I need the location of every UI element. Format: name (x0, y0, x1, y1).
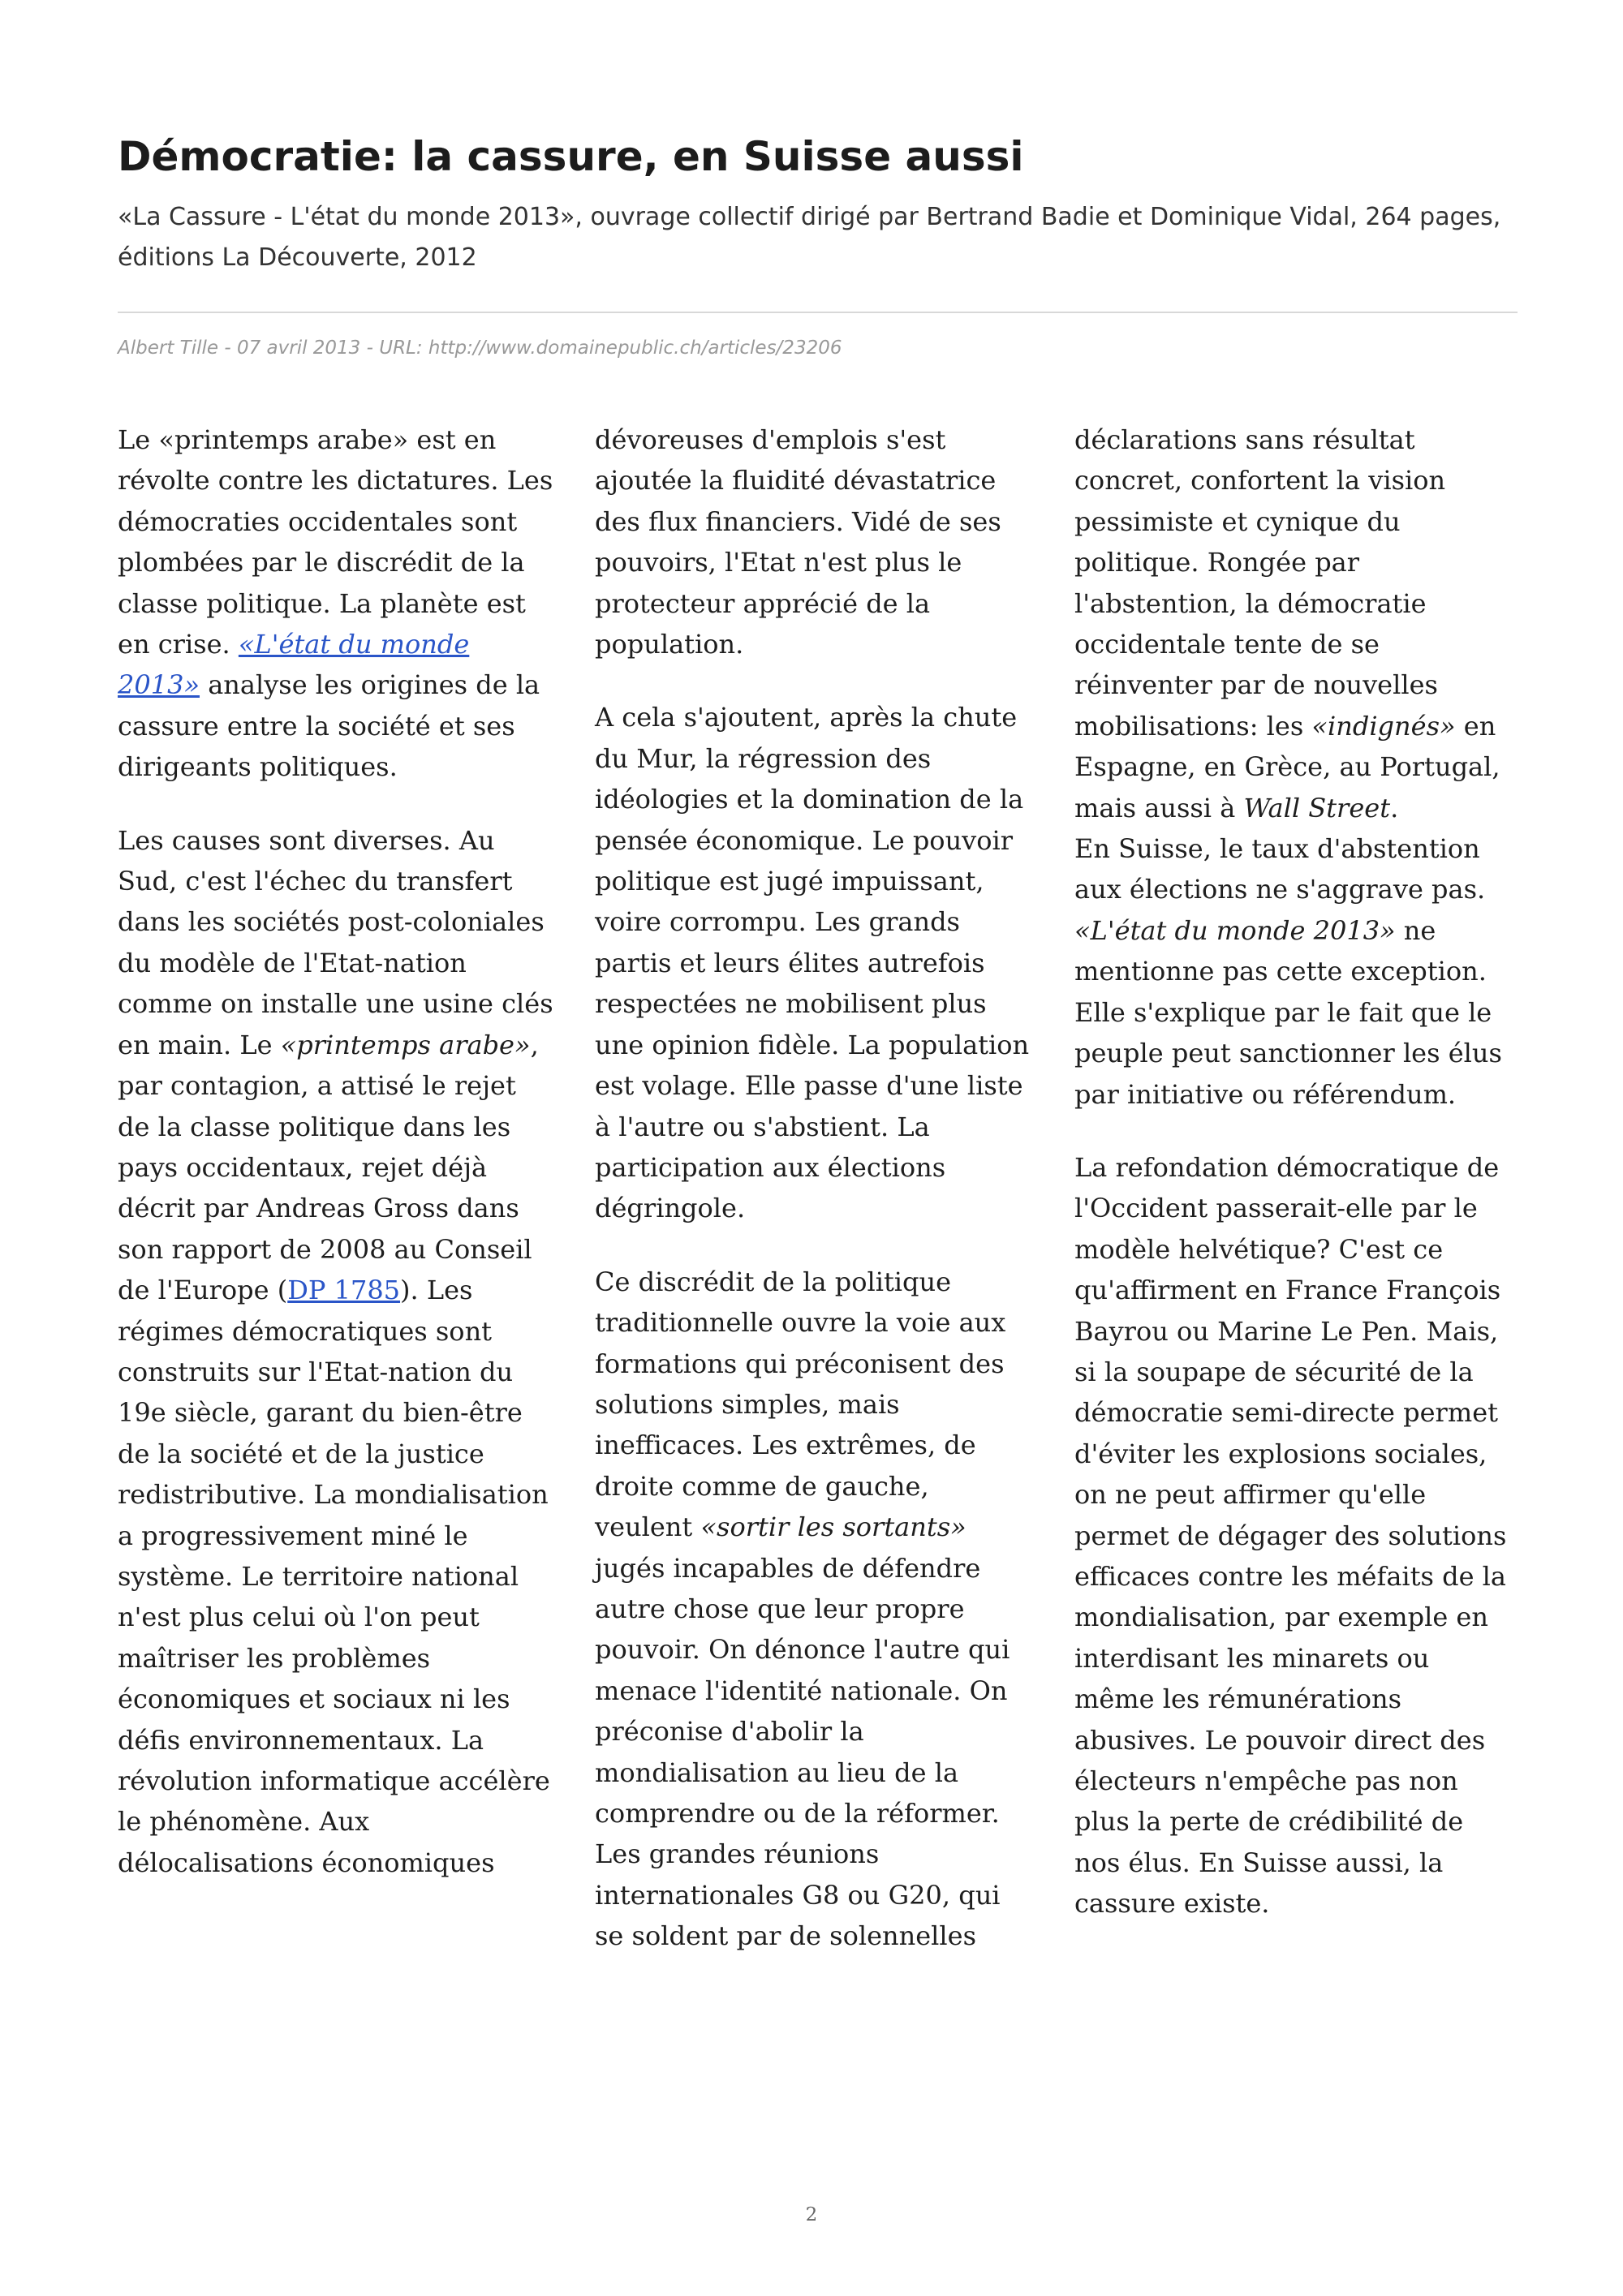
paragraph-4-text: déclarations sans résultat concret, confortent la vision pessimiste et cynique du politique. Rongée par l'abstention, la démocratie occidentale tente de se réinventer par de nouvelles mobilisations: les (1074, 424, 1446, 742)
etat-du-monde-link[interactable]: «L'état du monde 2013» (118, 629, 470, 701)
text-column-2 (595, 419, 1033, 1989)
dp-1785-link[interactable]: DP 1785 (287, 1275, 401, 1306)
paragraph-4-text: jugés incapables de défendre autre chose que leur propre pouvoir. On dénonce l'autre qui menace l'identité nationale. On préconise d'abolir la mondialisation au lieu de la comprendre ou de la réformer. Les grandes réunions internationales G8 ou G20, qui se soldent par de solennelles (595, 1552, 1010, 1952)
paragraph-1-text-start: Le «printemps arabe» est en révolte contre les dictatures. Les démocraties occidentales sont plombées par le discrédit de la classe politique. La planète est en crise. (118, 424, 553, 660)
indignes-emphasis: «indignés» (1311, 710, 1456, 742)
paragraph-4-text: ne mentionne pas cette exception. Elle s'explique par le fait que le peuple peut sanctionner les élus par initiative ou référendum. (1074, 914, 1502, 1110)
paragraph-4-part-1 (595, 1262, 1033, 1957)
article-title: Démocratie: la cassure, en Suisse aussi (118, 133, 1024, 180)
page-number: 2 (805, 2204, 818, 2225)
article-subtitle: «La Cassure - L'état du monde 2013», ouvrage collectif dirigé par Bertrand Badie et Dominique Vidal, 264 pages, éditions La Découverte, 2012 (118, 203, 1501, 272)
sortir-les-sortants-emphasis: «sortir les sortants» (700, 1511, 966, 1543)
paragraph-4-text: Ce discrédit de la politique traditionnelle ouvre la voie aux formations qui préconisent des solutions simples, mais inefficaces. Les extrêmes, de droite comme de gauche, veulent (595, 1266, 1006, 1543)
paragraph-4-text: . (1390, 792, 1399, 823)
paragraph-4-part-2 (1074, 419, 1513, 1115)
wall-street-emphasis: Wall Street (1243, 792, 1391, 823)
paragraph-4-text: En Suisse, le taux d'abstention aux élections ne s'aggrave pas. (1074, 833, 1486, 905)
paragraph-1 (118, 419, 556, 788)
paragraph-2-text: , par contagion, a attisé le rejet de la classe politique dans les pays occidentaux, rejet déjà décrit par Andreas Gross dans son rapport de 2008 au Conseil de l'Europe ( (118, 1029, 539, 1306)
article-byline: Albert Tille - 07 avril 2013 - URL: http://www.domainepublic.ch/articles/23206 (118, 338, 842, 359)
paragraph-2-continued: ). Les régimes démocratiques sont construits sur l'Etat-nation du 19e siècle, garant du bien-être de la société et de la justice redistributive. La mondialisation a progressivement miné le système. Le territoire national n'est plus celui où l'on peut maîtriser les problèmes économiques et sociaux ni les défis environnementaux. La révolution informatique accélère le phénomène. Aux délocalisations économiques (118, 1275, 550, 1878)
text-column-1 (118, 419, 556, 1915)
paragraph-2-text: Les causes sont diverses. Au Sud, c'est l'échec du transfert dans les sociétés post-coloniales du modèle de l'Etat-nation comme on installe une usine clés en main. Le (118, 824, 553, 1060)
paragraph-3: A cela s'ajoutent, après la chute du Mur, la régression des idéologies et la domination de la pensée économique. Le pouvoir politique est jugé impuissant, voire corrompu. Les grands partis et leurs élites autrefois respectées ne mobilisent plus une opinion fidèle. La population est volage. Elle passe d'une liste à l'autre ou s'abstient. La participation aux élections dégringole. (595, 702, 1030, 1224)
etat-du-monde-emphasis: «L'état du monde 2013» (1074, 914, 1396, 946)
paragraph-2-part-2: dévoreuses d'emplois s'est ajoutée la fluidité dévastatrice des flux financiers. Vidé de ses pouvoirs, l'Etat n'est plus le protecteur apprécié de la population. (595, 424, 1001, 660)
paragraph-4-text: en Espagne, en Grèce, au Portugal, mais aussi à (1074, 710, 1500, 823)
text-column-3 (1074, 419, 1513, 1957)
paragraph-2-part-1 (118, 820, 556, 1884)
printemps-arabe-emphasis: «printemps arabe» (280, 1029, 531, 1060)
paragraph-1-text-end: analyse les origines de la cassure entre la société et ses dirigeants politiques. (118, 669, 540, 783)
header-divider (118, 312, 1518, 313)
paragraph-5: La refondation démocratique de l'Occident passerait-elle par le modèle helvétique? C'est ce qu'affirment en France François Bayrou ou Marine Le Pen. Mais, si la soupape de sécurité de la démocratie semi-directe permet d'éviter les explosions sociales, on ne peut affirmer qu'elle permet de dégager des solutions efficaces contre les méfaits de la mondialisation, par exemple en interdisant les minarets ou même les rémunérations abusives. Le pouvoir direct des électeurs n'empêche pas non plus la perte de crédibilité de nos élus. En Suisse aussi, la cassure existe. (1074, 1151, 1507, 1920)
